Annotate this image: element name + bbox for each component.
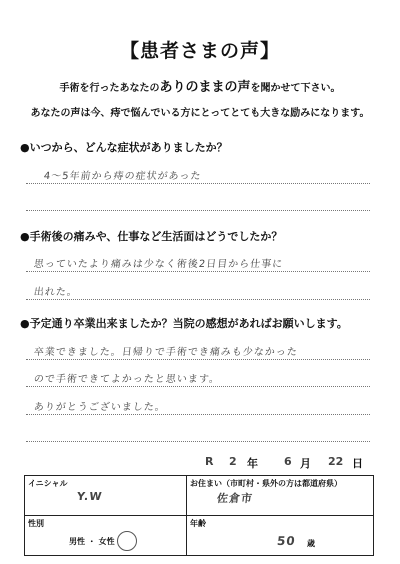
question-2-label: ●手術後の痛みや、仕事など生活面はどうでしたか？ xyxy=(20,230,283,243)
address-cell xyxy=(187,476,374,516)
age-cell xyxy=(187,516,374,556)
question-1-label: ●いつから、どんな症状がありましたか？ xyxy=(20,141,228,154)
intro-post: を聞かせて下さい。 xyxy=(250,83,341,94)
intro-emphasis: ありのままの声 xyxy=(159,80,251,95)
question-3-answer-line-2: ので手術できてよかったと思います。 xyxy=(33,374,221,385)
date-day: 22 xyxy=(328,455,344,468)
date-era: R xyxy=(205,455,214,468)
age-value: 50 xyxy=(276,534,297,548)
address-value: 佐倉市 xyxy=(216,492,254,505)
question-3-answer-line-3: ありがとうございました。 xyxy=(33,402,167,413)
intro-line-2: あなたの声は今、痔で悩んでいる方にとってとても大きな励みになります。 xyxy=(30,108,370,119)
initial-cell xyxy=(25,476,187,516)
date-year: 2 xyxy=(229,455,237,468)
answer-rule xyxy=(26,359,370,360)
intro-line-1 xyxy=(0,76,400,95)
address-label: お住まい（市町村・県外の方は都道府県） xyxy=(190,479,342,488)
date-day-label: 日 xyxy=(352,457,363,470)
question-3-label: ●予定通り卒業出来ましたか？当院の感想があればお願いします。 xyxy=(20,317,348,330)
answer-rule xyxy=(26,183,370,184)
age-label: 年齢 xyxy=(190,519,206,528)
answer-rule xyxy=(26,441,370,442)
gender-label: 性別 xyxy=(28,519,44,528)
date-year-label: 年 xyxy=(247,457,258,470)
question-2-answer-line-1: 思っていたより痛みは少なく術後2日目から仕事に xyxy=(33,259,284,270)
date-month: 6 xyxy=(284,455,292,468)
answer-rule xyxy=(26,271,370,272)
page-title: 【患者さまの声】 xyxy=(119,40,280,62)
question-2-answer-line-2: 出れた。 xyxy=(33,287,79,298)
answer-rule xyxy=(26,386,370,387)
question-3-answer-line-1: 卒業できました。日帰りで手術でき痛みも少なかった xyxy=(33,347,299,358)
initial-label: イニシャル xyxy=(28,479,68,488)
gender-options: 男性 ・ 女性 xyxy=(69,537,115,546)
answer-rule xyxy=(26,210,370,211)
date-month-label: 月 xyxy=(300,457,311,470)
intro-pre: 手術を行ったあなたの xyxy=(59,83,160,94)
answer-rule xyxy=(26,299,370,300)
respondent-info-table xyxy=(24,475,374,556)
age-unit: 歳 xyxy=(307,539,315,548)
gender-selection-circle xyxy=(117,531,137,551)
initial-value: Y.W xyxy=(76,490,104,503)
question-1-answer-line-1: 4～5年前から痔の症状があった xyxy=(43,171,202,182)
answer-rule xyxy=(26,414,370,415)
gender-cell xyxy=(25,516,187,556)
